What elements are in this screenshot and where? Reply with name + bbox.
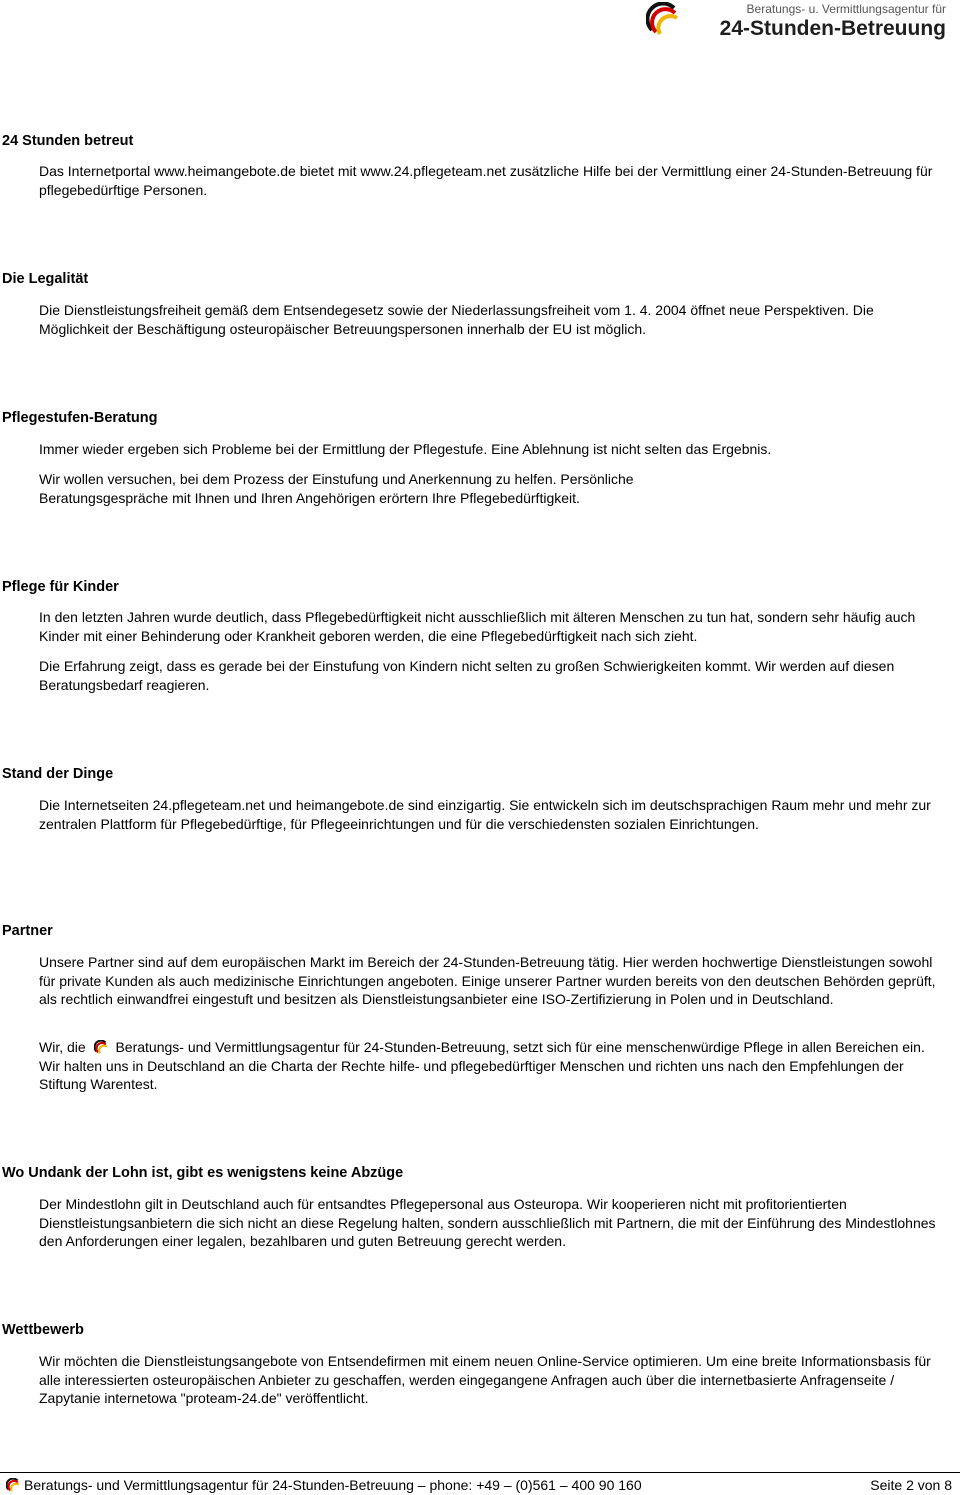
paragraph: Die Erfahrung zeigt, dass es gerade bei der Einstufung von Kindern nicht selten zu großen Schwierigkeiten kommt. Wir werden auf diesen Beratungsbedarf reagieren. — [39, 658, 895, 693]
logo-text-after: Beratungs- und Vermittlungsagentur für 24-Stunden-Betreuung, setzt sich für eine menschenwürdige Pflege in allen Bereichen ein. Wir halten uns in Deutschland an die Charta der Rechte hilfe- und pflegebedürftiger Menschen und richten uns nach den Empfehlungen der Stiftung Warentest. — [39, 1039, 925, 1092]
paragraph: Das Internetportal www.heimangebote.de bietet mit www.24.pflegeteam.net zusätzliche Hilfe bei der Vermittlung einer 24-Stunden-Betreuung für pflegebedürftige Personen. — [39, 163, 933, 198]
heading-pflegestufen: Pflegestufen-Beratung — [2, 410, 158, 426]
heading-mindestlohn: Wo Undank der Lohn ist, gibt es wenigstens keine Abzüge — [2, 1165, 404, 1181]
paragraph: Die Dienstleistungsfreiheit gemäß dem Entsendegesetz sowie der Niederlassungsfreiheit vom 1. 4. 2004 öffnet neue Perspektiven. Die Möglichkeit der Beschäftigung osteuropäischer Betreuungspersonen innerhalb der EU ist möglich. — [39, 302, 874, 337]
paragraph: Die Internetseiten 24.pflegeteam.net und heimangebote.de sind einzigartig. Sie entwickeln sich im deutschsprachigen Raum mehr und mehr zur zentralen Plattform für Pflegebedürftige, für Pflegeeinrichtungen und für die verschiedensten sozialen Einrichtungen. — [39, 797, 931, 832]
footer-contact — [6, 1477, 642, 1493]
page-footer — [0, 1472, 960, 1495]
heading-partner: Partner — [2, 923, 53, 939]
paragraph-with-logo — [39, 1038, 944, 1094]
paragraph: Der Mindestlohn gilt in Deutschland auch für entsandtes Pflegepersonal aus Osteuropa. Wir kooperieren nicht mit profitorientierten Dienstleistungsanbietern die sich nicht an diese Regelung halten, sondern ausschließlich mit Partnern, die mit der Einführung des Mindestlohnes den Anforderungen einer legalen, bezahlbaren und guten Betreuung gerecht werden. — [39, 1196, 936, 1249]
page-number: Seite 2 von 8 — [870, 1477, 952, 1493]
paragraph: Immer wieder ergeben sich Probleme bei der Ermittlung der Pflegestufe. Eine Ablehnung ist nicht selten das Ergebnis. — [39, 441, 772, 457]
footer-contact-text: Beratungs- und Vermittlungsagentur für 24-Stunden-Betreuung – phone: +49 – (0)561 – 400 90 160 — [24, 1477, 642, 1493]
heading-wettbewerb: Wettbewerb — [2, 1322, 84, 1338]
paragraph: In den letzten Jahren wurde deutlich, dass Pflegebedürftigkeit nicht ausschließlich mit älteren Menschen zu tun hat, sondern sehr häufig auch Kinder mit einer Behinderung oder Krankheit geboren werden, die eine Pflegebedürftigkeit nach sich zieht. — [39, 609, 916, 644]
agency-logo-icon — [94, 1040, 108, 1054]
heading-legalitaet: Die Legalität — [2, 271, 89, 287]
paragraph: Wir möchten die Dienstleistungsangebote von Entsendefirmen mit einem neuen Online-Service optimieren. Um eine breite Informationsbasis für alle interessierten osteuropäischen Anbieter zu geschaffen, werden eingegangene Anfragen auch über die internetbasierte Anfragenseite / Zapytanie internetowa "proteam-24.de" veröffentlicht. — [39, 1353, 931, 1406]
heading-pflege-kinder: Pflege für Kinder — [2, 579, 119, 595]
header-brand: 24-Stunden-Betreuung — [719, 17, 946, 40]
heading-stand-der-dinge: Stand der Dinge — [2, 766, 114, 782]
logo-text-before: Wir, die — [39, 1039, 86, 1055]
agency-logo-icon — [646, 2, 680, 36]
paragraph: Wir wollen versuchen, bei dem Prozess der Einstufung und Anerkennung zu helfen. Persönliche Beratungsgespräche mit Ihnen und Ihren Angehörigen erörtern Ihre Pflegebedürftigkeit. — [39, 471, 634, 506]
agency-logo-icon — [6, 1478, 20, 1492]
paragraph: Unsere Partner sind auf dem europäischen Markt im Bereich der 24-Stunden-Betreuung tätig. Hier werden hochwertige Dienstleistungen sowohl für private Kunden als auch medizinische Einrichtungen angeboten. Einige unserer Partner wurden bereits von den deutschen Behörden geprüft, als rechtlich einwandfrei eingestuft und besitzen als Dienstleistungsanbieter eine ISO-Zertifizierung in Polen und in Deutschland. — [39, 954, 936, 1007]
heading-24-stunden: 24 Stunden betreut — [2, 133, 134, 149]
page-header — [646, 2, 946, 42]
header-tagline: Beratungs- u. Vermittlungsagentur für — [746, 2, 946, 16]
